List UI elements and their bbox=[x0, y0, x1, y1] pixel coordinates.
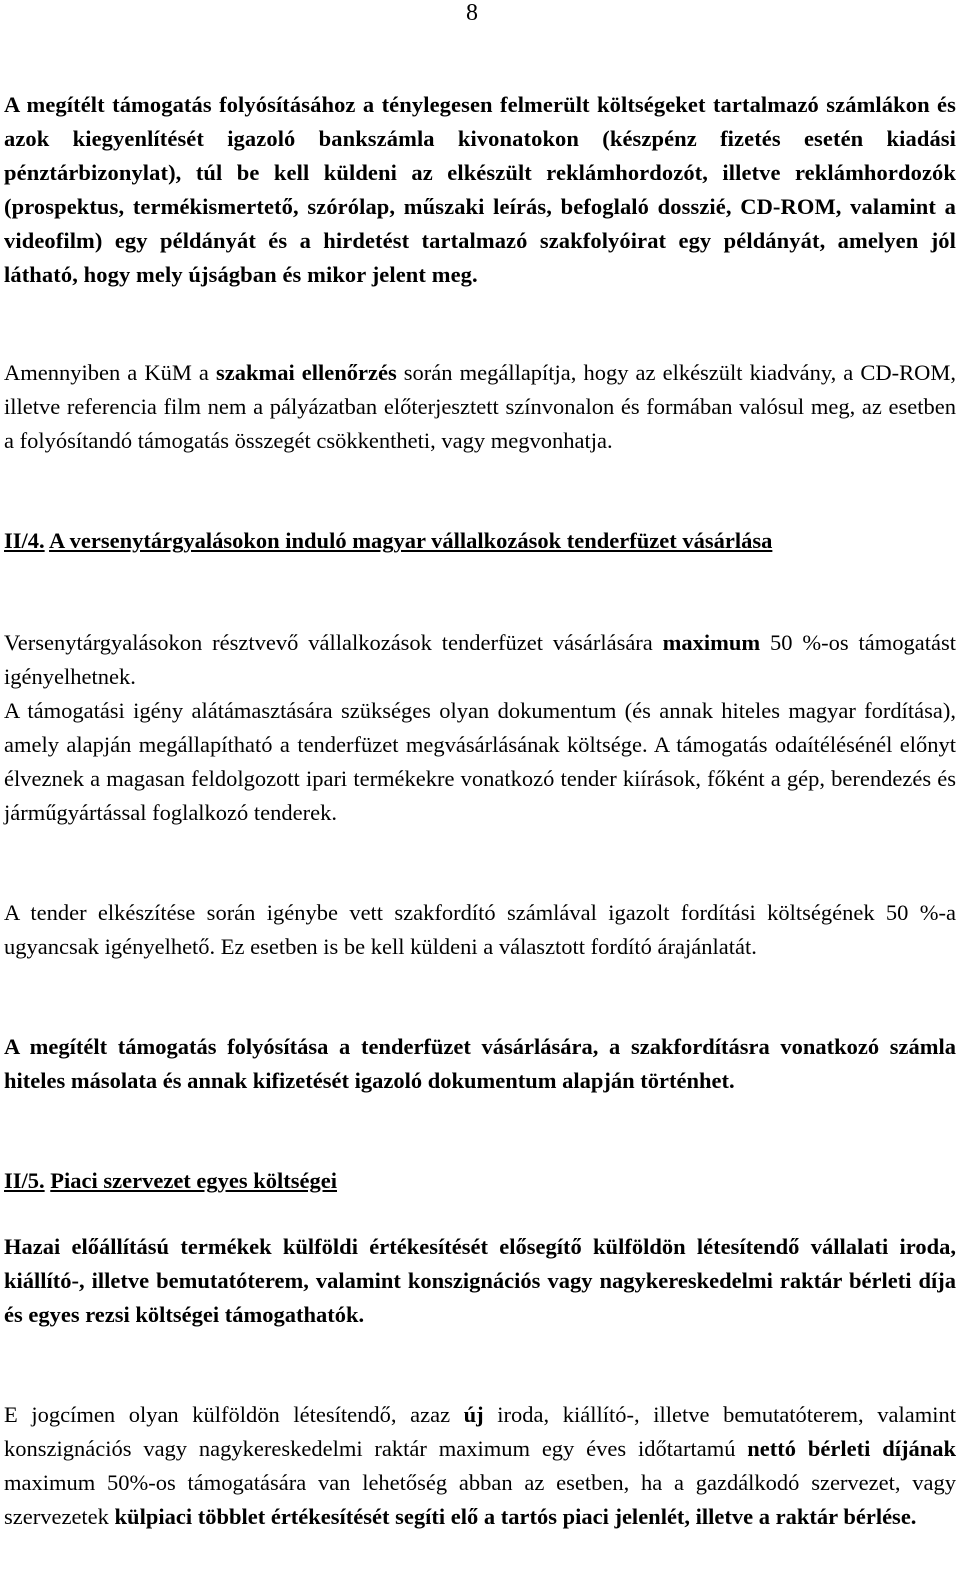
paragraph-market-organization: Hazai előállítású termékek külföldi értékesítését elősegítő külföldön létesítendő vállalati iroda, kiállító-, illetve bemutatóterem, valamint konszignációs vagy nagykereskedelmi raktár bérleti díja és egyes rezsi költségei támogathatók. bbox=[4, 1234, 956, 1327]
page-number: 8 bbox=[466, 0, 478, 26]
text-run: A támogatási igény alátámasztására szükséges olyan dokumentum (és annak hiteles magyar fordítása), amely alapján megállapítható a tenderfüzet megvásárlásának költsége. A támogatás odaítélésénél előnyt élveznek a magasan feldolgozott ipari termékekre vonatkozó tender kiírások, főként a gép, berendezés és járműgyártással foglalkozó tenderek. bbox=[4, 698, 956, 825]
bold-term-netto-berleti-dij: nettó bérleti díjának bbox=[747, 1436, 956, 1461]
text-run: 50 %-os támogatást igényelhetnek. bbox=[4, 630, 956, 689]
section-title: A versenytárgyalásokon induló magyar vállalkozások tenderfüzet vásárlása bbox=[49, 528, 773, 553]
text-run: Amennyiben a KüM a bbox=[4, 360, 216, 385]
paragraph-tender-payment: A megítélt támogatás folyósítása a tenderfüzet vásárlására, a szakfordításra vonatkozó számla hiteles másolata és annak kifizetését igazoló dokumentum alapján történhet. bbox=[4, 1034, 956, 1093]
text-run: E jogcímen olyan külföldön létesítendő, azaz bbox=[4, 1402, 464, 1427]
paragraph-translation-costs: A tender elkészítése során igénybe vett szakfordító számlával igazolt fordítási költségének 50 %-a ugyancsak igényelhető. Ez esetben is be kell küldeni a választott fordító árajánlatát. bbox=[4, 900, 956, 959]
text-run: iroda, kiállító-, illetve bemutatóterem, valamint konszignációs vagy nagykereskedelmi raktár maximum egy éves időtartamú bbox=[4, 1402, 956, 1461]
section-number: II/5. bbox=[4, 1168, 45, 1193]
bold-term-kulpiaci-tobblet: külpiaci többlet értékesítését segíti elő a tartós piaci jelenlét, illetve a raktár bérlése. bbox=[114, 1504, 917, 1529]
bold-term-maximum: maximum bbox=[662, 630, 761, 655]
section-heading-ii-4 bbox=[4, 524, 956, 558]
bold-term-szakmai-ellenorzes: szakmai ellenőrzés bbox=[215, 360, 397, 385]
section-number: II/4. bbox=[4, 528, 45, 553]
text-run: maximum 50%-os támogatására van lehetőség abban az esetben, ha a gazdálkodó szervezet, vagy szervezetek bbox=[4, 1470, 956, 1529]
text-run: során megállapítja, hogy az elkészült kiadvány, a CD-ROM, illetve referencia film nem a pályázatban előterjesztett színvonalon és formában valósul meg, az esetben a folyósítandó támogatás összegét csökkentheti, vagy megvonhatja. bbox=[4, 360, 956, 453]
bold-term-uj: új bbox=[463, 1402, 484, 1427]
section-heading-ii-5 bbox=[4, 1164, 956, 1198]
paragraph-professional-check bbox=[4, 356, 956, 458]
section-title: Piaci szervezet egyes költségei bbox=[50, 1168, 338, 1193]
paragraph-tender-booklet bbox=[4, 626, 956, 830]
paragraph-rental-support bbox=[4, 1398, 956, 1534]
paragraph-payment-documents: A megítélt támogatás folyósításához a ténylegesen felmerült költségeket tartalmazó számlákon és azok kiegyenlítését igazoló bankszámla kivonatokon (készpénz fizetés esetén kiadási pénztárbizonylat), túl be kell küldeni az elkészült reklámhordozót, illetve reklámhordozók (prospektus, termékismertető, szórólap, műszaki leírás, befoglaló dosszié, CD-ROM, valamint a videofilm) egy példányát és a hirdetést tartalmazó szakfolyóirat egy példányát, amelyen jól látható, hogy mely újságban és mikor jelent meg. bbox=[4, 92, 956, 287]
text-run: Versenytárgyalásokon résztvevő vállalkozások tenderfüzet vásárlására bbox=[4, 630, 663, 655]
